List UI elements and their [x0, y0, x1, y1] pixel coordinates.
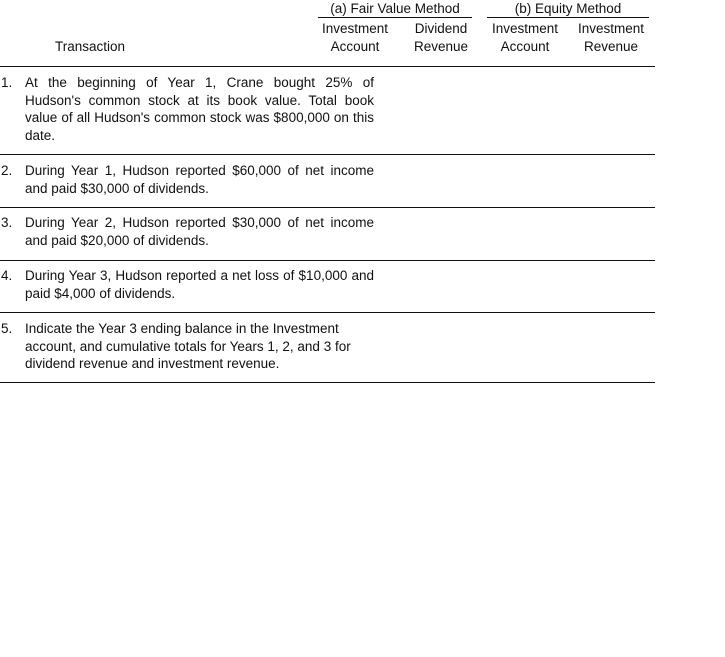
fv-dividend-revenue-header	[404, 20, 478, 56]
row-number: 1.	[1, 75, 13, 90]
transaction-column-header: Transaction	[54, 39, 126, 54]
eq-investment-revenue-header-line2: Revenue	[583, 39, 639, 54]
eq-investment-account-header	[480, 20, 570, 56]
row-number: 2.	[1, 163, 13, 178]
fv-dividend-revenue-header-line2: Revenue	[413, 39, 469, 54]
header-divider	[0, 66, 655, 67]
fv-dividend-revenue-header-line1: Dividend	[414, 21, 468, 36]
fv-investment-account-header	[310, 20, 400, 56]
fv-investment-account-header-line1: Investment	[321, 21, 389, 36]
row-description: During Year 3, Hudson reported a net loss of $10,000 and paid $4,000 of dividends.	[25, 268, 374, 301]
eq-investment-account-header-line1: Investment	[491, 21, 559, 36]
equity-method-header: (b) Equity Method	[487, 1, 649, 18]
row-divider-4	[0, 312, 655, 313]
eq-investment-account-header-line2: Account	[500, 39, 550, 54]
fair-value-method-header: (a) Fair Value Method	[318, 1, 472, 18]
row-description: During Year 1, Hudson reported $60,000 of net income and paid $30,000 of dividends.	[25, 163, 374, 196]
row-divider-3	[0, 260, 655, 261]
row-number: 4.	[1, 268, 13, 283]
row-divider-1	[0, 154, 655, 155]
eq-investment-revenue-header-line1: Investment	[577, 21, 645, 36]
fv-investment-account-header-line2: Account	[330, 39, 380, 54]
row-number: 5.	[1, 321, 13, 336]
row-description: Indicate the Year 3 ending balance in the Investment account, and cumulative totals for Years 1, 2, and 3 for dividend revenue and investment revenue.	[25, 321, 351, 371]
eq-investment-revenue-header	[567, 20, 655, 56]
row-divider-2	[0, 207, 655, 208]
row-description: During Year 2, Hudson reported $30,000 of net income and paid $20,000 of dividends.	[25, 215, 374, 248]
row-divider-5	[0, 382, 655, 383]
row-description: At the beginning of Year 1, Crane bought 25% of Hudson's common stock at its book value. Total book value of all Hudson's common stock was $800,000 on this date.	[25, 75, 374, 143]
row-number: 3.	[1, 215, 13, 230]
